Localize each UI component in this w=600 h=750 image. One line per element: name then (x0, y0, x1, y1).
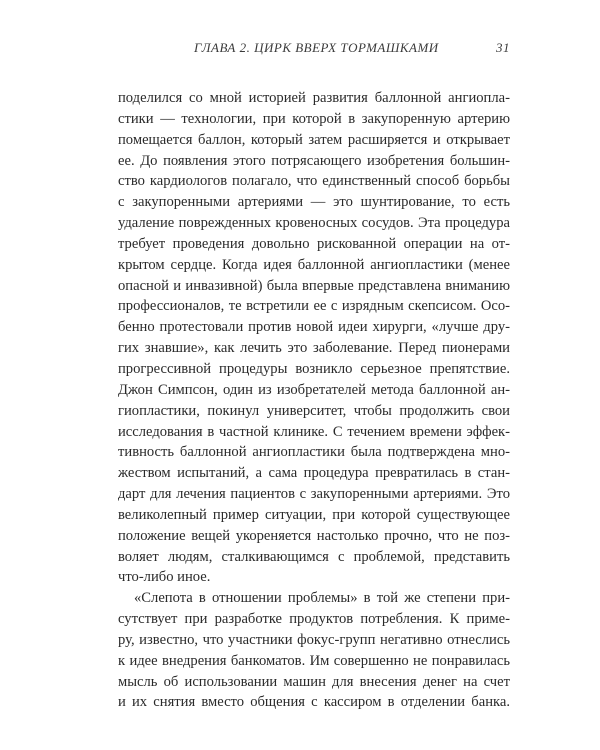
text-line: требует проведения довольно рискованной операции на от- (118, 235, 510, 252)
page-number: 31 (496, 40, 510, 55)
text-line: удаление поврежденных кровеносных сосудов. Эта процедура (118, 215, 510, 232)
text-line: бенно протестовали против новой идеи хирурги, «лучше дру- (118, 319, 510, 336)
text-body (118, 88, 510, 713)
text-line: мысль об использовании машин для внесения денег на счет (118, 673, 510, 690)
running-header (194, 40, 510, 60)
text-line: «Слепота в отношении проблемы» в той же степени при- (134, 590, 510, 607)
text-line: ее. До появления этого потрясающего изобретения большин- (118, 152, 510, 169)
text-line: гиопластики, покинул университет, чтобы продолжить свои (118, 402, 510, 419)
text-line: что-либо иное. (118, 569, 211, 586)
text-line: профессионалов, те встретили ее с изрядным скепсисом. Осо- (118, 298, 510, 315)
text-line: дарт для лечения пациентов с закупоренными артериями. Это (118, 486, 510, 503)
text-line: воляет людям, сталкивающимся с проблемой, представить (118, 548, 510, 565)
text-line: опасной и инвазивной) была впервые представлена вниманию (118, 277, 510, 294)
text-line: крытом сердце. Когда идея баллонной ангиопластики (менее (118, 256, 510, 273)
text-line: гих знавшие», как лечить это заболевание. Перед пионерами (118, 340, 510, 357)
text-line: помещается баллон, который затем расширяется и открывает (118, 131, 510, 148)
text-line: к идее внедрения банкоматов. Им совершенно не понравилась (118, 652, 510, 669)
text-line: жеством испытаний, а сама процедура превратилась в стан- (118, 465, 510, 482)
text-line: ство кардиологов полагало, что единственный способ борьбы (118, 173, 510, 190)
text-line: и их снятия вместо общения с кассиром в отделении банка. (118, 694, 510, 711)
chapter-title: ГЛАВА 2. ЦИРК ВВЕРХ ТОРМАШКАМИ (194, 40, 439, 55)
text-line: сутствует при разработке продуктов потребления. К приме- (118, 611, 510, 628)
text-line: стики — технологии, при которой в закупоренную артерию (118, 110, 510, 127)
text-line: исследования в частной клинике. С течением времени эффек- (118, 423, 510, 440)
paragraph-1 (118, 88, 510, 588)
text-line: с закупоренными артериями — это шунтирование, то есть (118, 194, 510, 211)
text-line: ру, известно, что участники фокус-групп негативно отнеслись (118, 631, 510, 648)
text-line: прогрессивной процедуры возникло серьезное препятствие. (118, 360, 510, 377)
text-line: Джон Симпсон, один из изобретателей метода баллонной ан- (118, 381, 510, 398)
text-line: великолепный пример ситуации, при которой существующее (118, 506, 510, 523)
paragraph-2 (118, 588, 510, 713)
text-line: тивность баллонной ангиопластики была подтверждена мно- (118, 444, 510, 461)
text-line: положение вещей укореняется настолько прочно, что не поз- (118, 527, 510, 544)
text-line: поделился со мной историей развития баллонной ангиопла- (118, 90, 510, 106)
